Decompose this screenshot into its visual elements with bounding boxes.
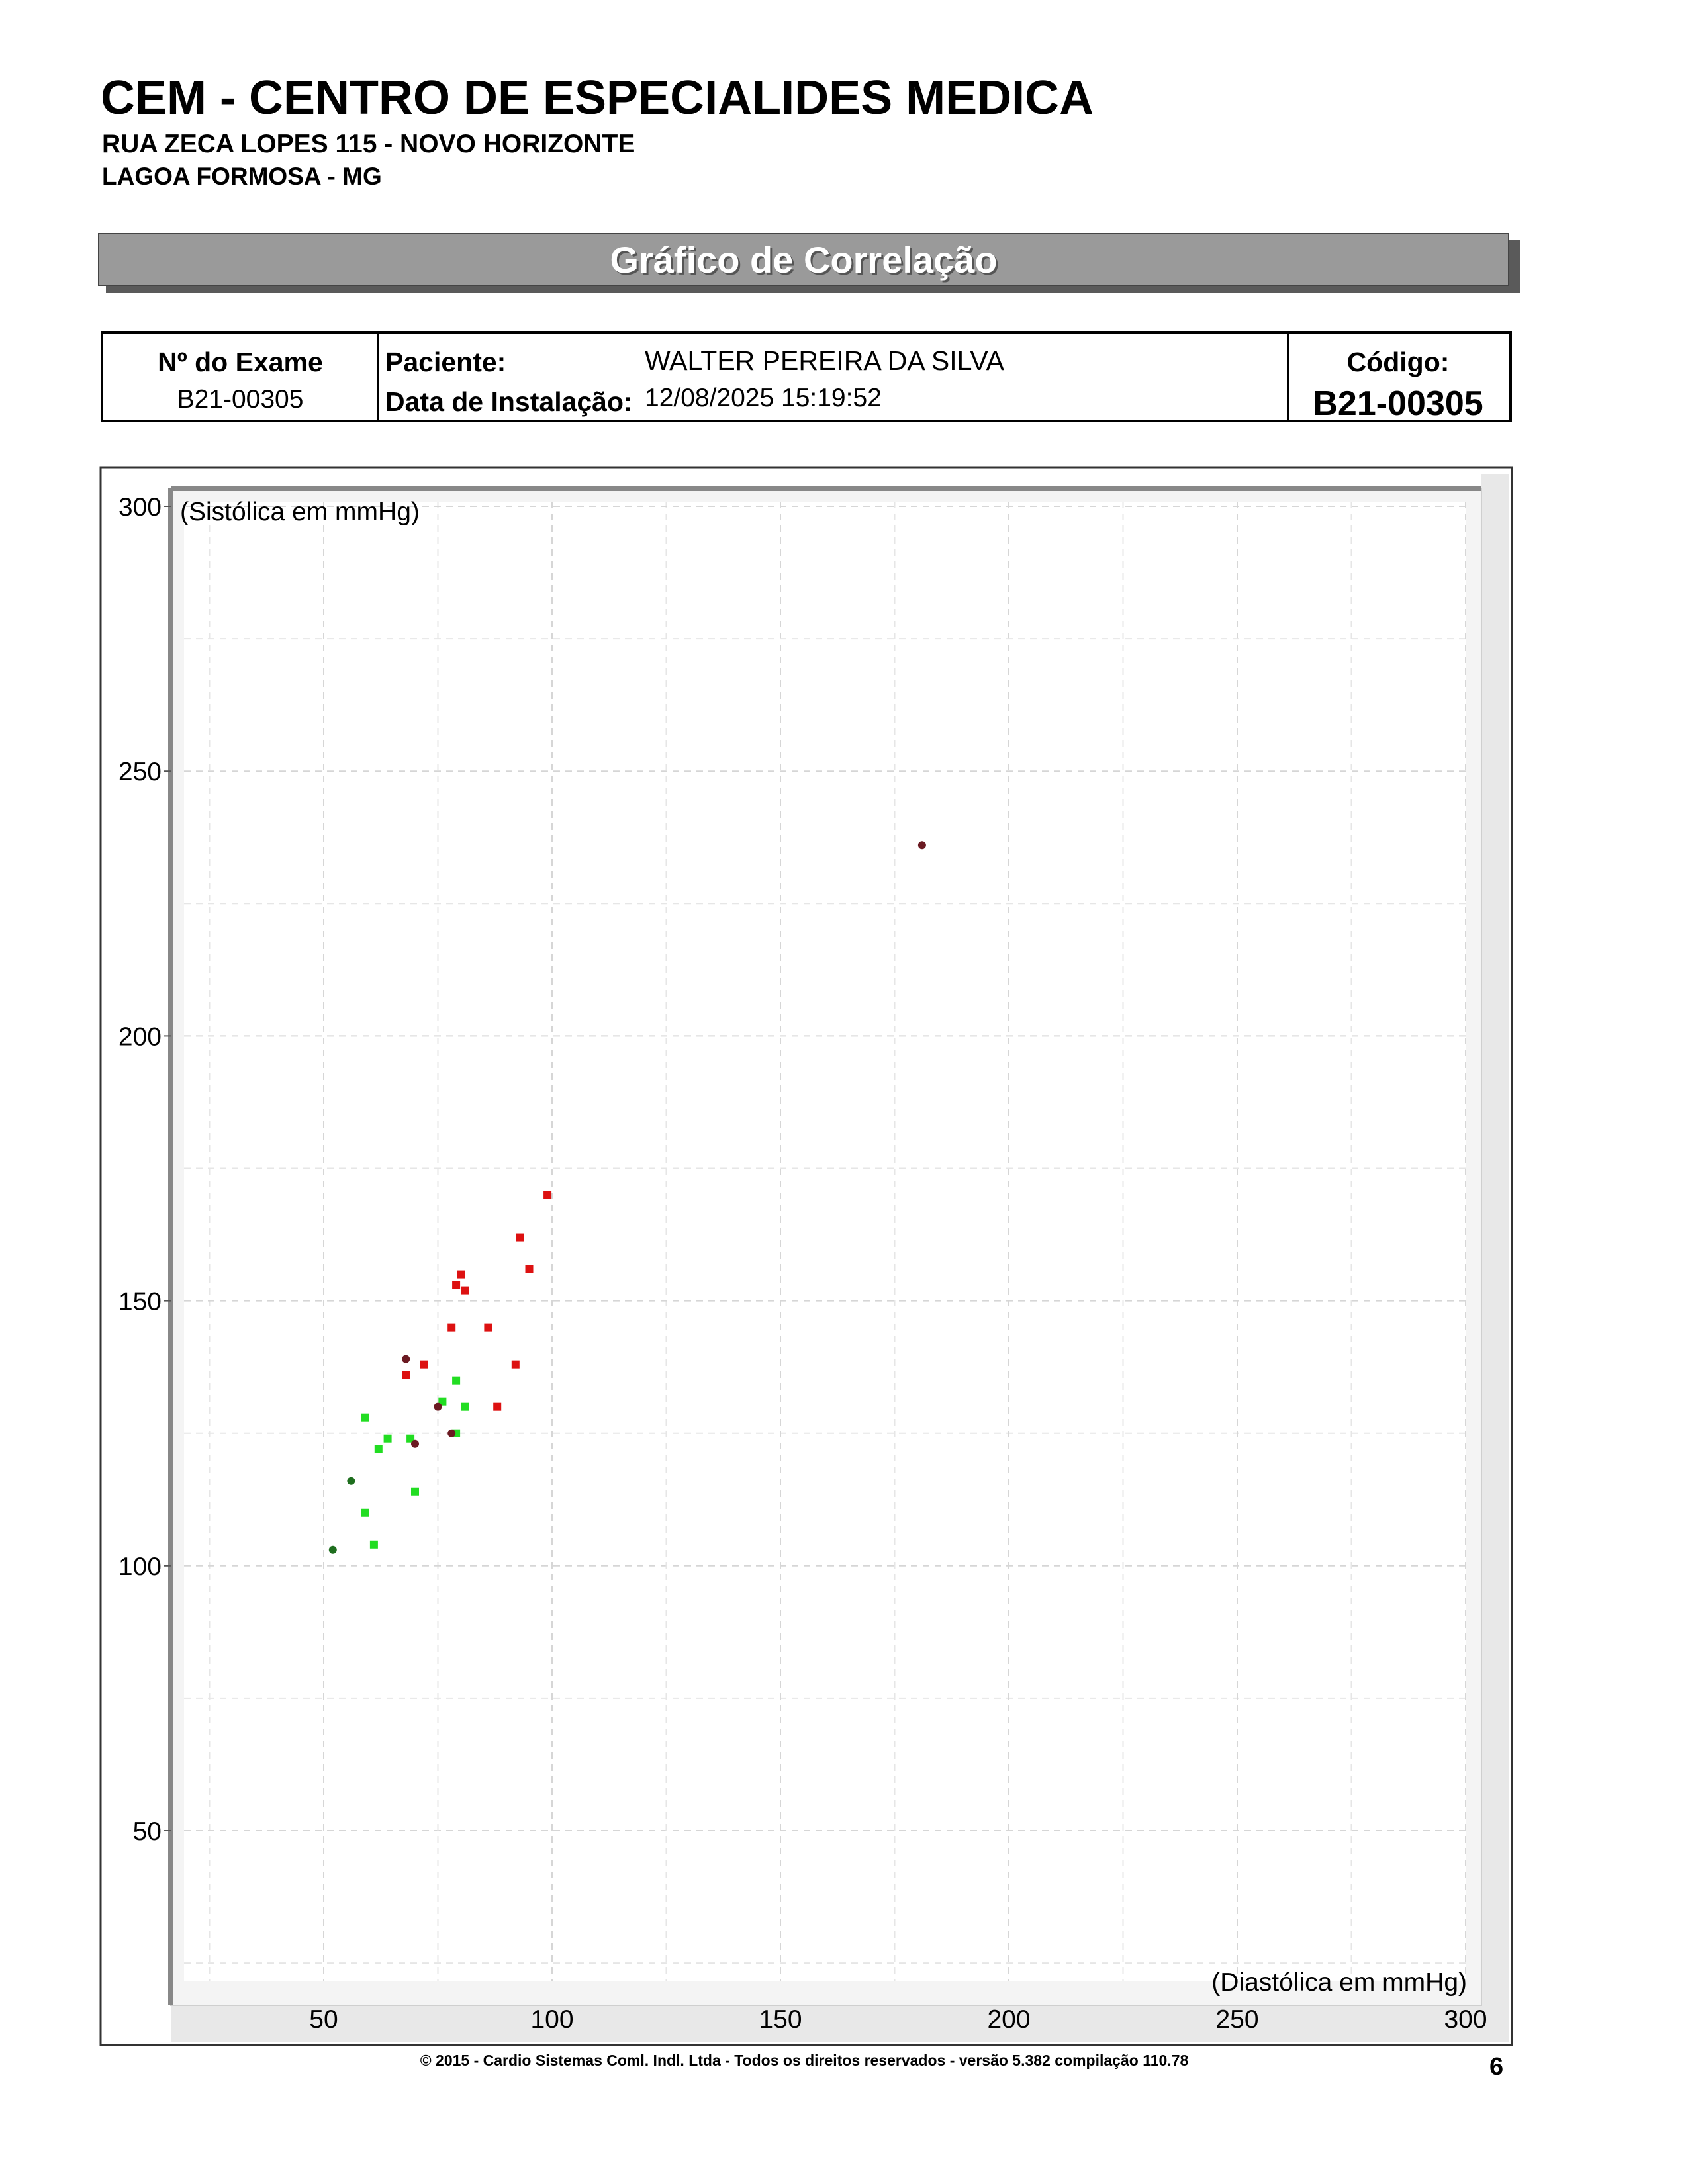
clinic-name: CEM - CENTRO DE ESPECIALIDES MEDICA bbox=[101, 71, 1094, 124]
data-point bbox=[461, 1287, 469, 1295]
data-point bbox=[457, 1271, 465, 1279]
x-tick-label: 150 bbox=[759, 2005, 802, 2034]
x-tick-label: 100 bbox=[530, 2005, 574, 2034]
data-point bbox=[526, 1265, 534, 1273]
data-point bbox=[384, 1435, 392, 1443]
x-tick-label: 250 bbox=[1215, 2005, 1259, 2034]
y-tick-label: 300 bbox=[118, 493, 162, 522]
data-point bbox=[329, 1546, 337, 1554]
x-tick-label: 300 bbox=[1444, 2005, 1487, 2034]
footer-copyright: © 2015 - Cardio Sistemas Coml. Indl. Ltda - Todos os direitos reservados - versão 5.382 compilação 110.78 bbox=[420, 2052, 1189, 2069]
y-tick-label: 150 bbox=[118, 1287, 162, 1316]
data-point bbox=[543, 1191, 551, 1199]
data-point bbox=[361, 1509, 369, 1517]
banner-title: Gráfico de Correlação bbox=[610, 239, 998, 281]
data-point bbox=[447, 1324, 455, 1332]
chart-bevel-right bbox=[1481, 474, 1509, 2042]
data-point bbox=[420, 1361, 428, 1369]
y-axis-label: (Sistólica em mmHg) bbox=[180, 498, 420, 526]
data-point bbox=[347, 1477, 355, 1485]
y-tick-label: 200 bbox=[118, 1023, 162, 1052]
y-tick-label: 250 bbox=[118, 758, 162, 787]
data-point bbox=[402, 1355, 410, 1363]
page-number: 6 bbox=[1489, 2053, 1504, 2081]
clinic-address: RUA ZECA LOPES 115 - NOVO HORIZONTE bbox=[102, 130, 635, 158]
data-point bbox=[411, 1440, 419, 1448]
chart-inner-area bbox=[184, 502, 1466, 1981]
data-point bbox=[461, 1403, 469, 1411]
y-tick-label: 100 bbox=[118, 1552, 162, 1581]
data-point bbox=[512, 1361, 520, 1369]
x-tick-label: 50 bbox=[309, 2005, 338, 2034]
x-tick-label: 200 bbox=[987, 2005, 1031, 2034]
data-point bbox=[361, 1414, 369, 1422]
data-point bbox=[516, 1234, 524, 1242]
data-point bbox=[452, 1281, 460, 1289]
code-value: B21-00305 bbox=[1313, 385, 1483, 423]
chart-bevel-bottom bbox=[171, 2005, 1509, 2042]
x-axis-label: (Diastólica em mmHg) bbox=[1211, 1968, 1467, 1997]
exam-number-value: B21-00305 bbox=[177, 385, 304, 414]
exam-number-label: Nº do Exame bbox=[158, 347, 323, 377]
data-point bbox=[484, 1324, 492, 1332]
data-point bbox=[447, 1430, 455, 1437]
data-point bbox=[375, 1445, 383, 1453]
clinic-city: LAGOA FORMOSA - MG bbox=[102, 163, 382, 190]
data-point bbox=[493, 1403, 501, 1411]
code-label: Código: bbox=[1346, 347, 1450, 377]
data-point bbox=[402, 1371, 410, 1379]
data-point bbox=[918, 841, 926, 849]
install-date-value: 12/08/2025 15:19:52 bbox=[645, 384, 882, 412]
patient-label: Paciente: bbox=[385, 347, 506, 377]
data-point bbox=[370, 1541, 378, 1549]
data-point bbox=[434, 1403, 442, 1411]
y-tick-label: 50 bbox=[132, 1817, 162, 1846]
patient-name: WALTER PEREIRA DA SILVA bbox=[645, 345, 1005, 376]
data-point bbox=[452, 1377, 460, 1385]
data-point bbox=[411, 1488, 419, 1496]
install-date-label: Data de Instalação: bbox=[385, 387, 633, 417]
